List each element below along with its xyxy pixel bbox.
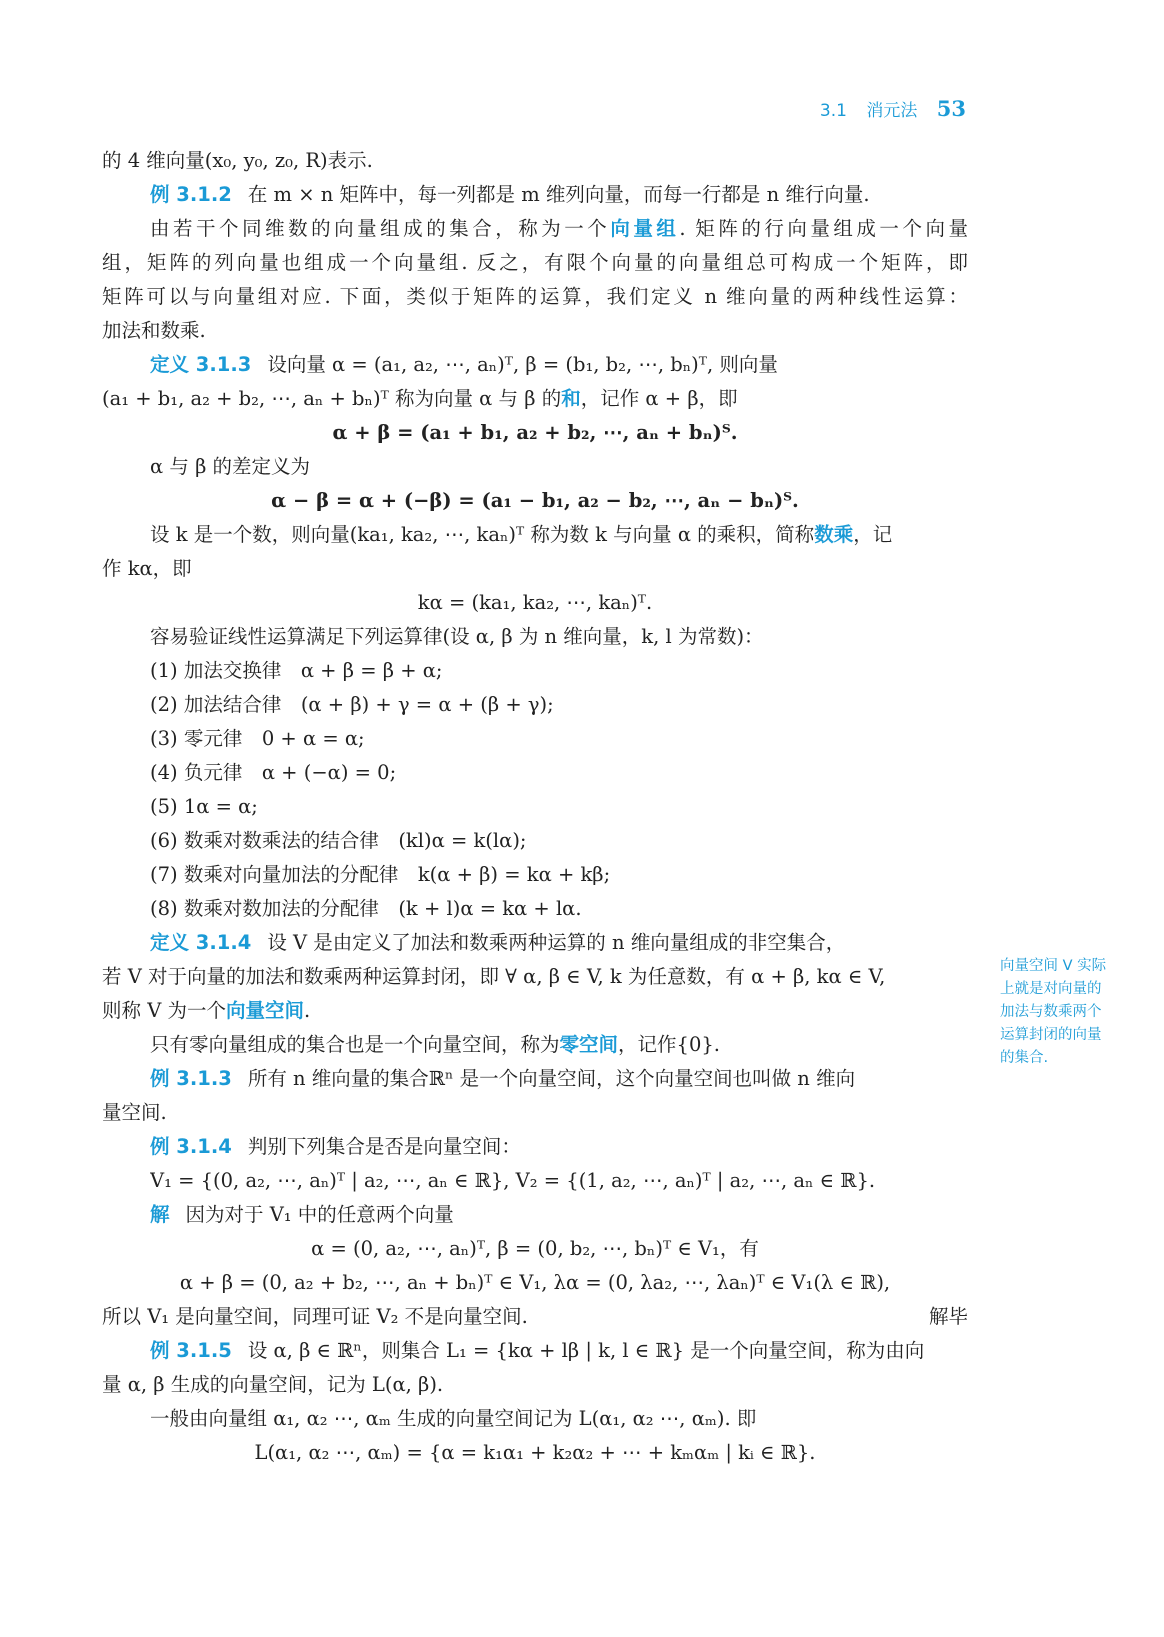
solution-label: 解 — [150, 1203, 170, 1226]
equation-sum: α + β = (a₁ + b₁, a₂ + b₂, ⋯, aₙ + bₙ)ᵀ. — [332, 421, 738, 444]
law-item: (6) 数乘对数乘法的结合律 (kl)α = k(lα); — [150, 829, 527, 852]
margin-note-line: 加法与数乘两个 — [1000, 1004, 1102, 1020]
page-number: 53 — [936, 96, 966, 121]
equation-span: L(α₁, α₂ ⋯, αₘ) = {α = k₁α₁ + k₂α₂ + ⋯ + kₘαₘ | kᵢ ∈ ℝ}. — [254, 1441, 816, 1464]
definition-text: 设 V 是由定义了加法和数乘两种运算的 n 维向量组成的非空集合， — [267, 931, 846, 954]
text-span: ，记 — [853, 523, 893, 546]
definition-label: 定义 3.1.3 — [150, 353, 252, 376]
text-span: 设 k 是一个数，则向量(ka₁, ka₂, ⋯, kaₙ)ᵀ 称为数 k 与向量 α 的乘积，简称 — [150, 523, 815, 546]
equation-sets: V₁ = {(0, a₂, ⋯, aₙ)ᵀ | a₂, ⋯, aₙ ∈ ℝ}, V₂ = {(1, a₂, ⋯, aₙ)ᵀ | a₂, ⋯, aₙ ∈ ℝ}. — [150, 1169, 876, 1192]
paragraph-line: 组，矩阵的列向量也组成一个向量组. 反之，有限个向量的向量组总可构成一个矩阵，即 — [102, 251, 968, 274]
text-span: . — [304, 999, 311, 1022]
section-title: 消元法 — [866, 101, 918, 121]
law-item: (7) 数乘对向量加法的分配律 k(α + β) = kα + kβ; — [150, 863, 611, 886]
solution — [150, 1200, 968, 1230]
paragraph-line — [150, 1030, 968, 1060]
paragraph-line: 容易验证线性运算满足下列运算律(设 α, β 为 n 维向量，k, l 为常数)： — [150, 625, 764, 648]
margin-note-line: 向量空间 V 实际 — [1000, 958, 1107, 974]
text-span: 则称 V 为一个 — [102, 999, 226, 1022]
paragraph-line: 量空间. — [102, 1101, 167, 1124]
definition-label: 定义 3.1.4 — [150, 931, 252, 954]
example-label: 例 3.1.3 — [150, 1067, 232, 1090]
equation-scalar: kα = (ka₁, ka₂, ⋯, kaₙ)ᵀ. — [417, 591, 653, 614]
paragraph-line: α 与 β 的差定义为 — [150, 455, 311, 478]
definition-3-1-3 — [150, 350, 968, 380]
equation-solution-2: α + β = (0, a₂ + b₂, ⋯, aₙ + bₙ)ᵀ ∈ V₁, λα = (0, λa₂, ⋯, λaₙ)ᵀ ∈ V₁(λ ∈ ℝ), — [179, 1271, 891, 1294]
definition-line — [102, 996, 968, 1026]
solution-conclusion — [102, 1302, 968, 1332]
term-zero-space: 零空间 — [559, 1033, 619, 1056]
paragraph-line: 量 α, β 生成的向量空间，记为 L(α, β). — [102, 1373, 444, 1396]
definition-text: 设向量 α = (a₁, a₂, ⋯, aₙ)ᵀ, β = (b₁, b₂, ⋯, bₙ)ᵀ, 则向量 — [267, 353, 778, 376]
paragraph-line: 矩阵可以与向量组对应. 下面，类似于矩阵的运算，我们定义 n 维向量的两种线性运算： — [102, 285, 968, 308]
example-3-1-2 — [150, 180, 968, 210]
paragraph-line: 一般由向量组 α₁, α₂ ⋯, αₘ 生成的向量空间记为 L(α₁, α₂ ⋯, αₘ). 即 — [150, 1407, 757, 1430]
paragraph-line: 加法和数乘. — [102, 319, 206, 342]
law-item: (5) 1α = α; — [150, 795, 258, 818]
text-span: 由若干个同维数的向量组成的集合，称为一个 — [150, 217, 611, 240]
solution-text: 因为对于 V₁ 中的任意两个向量 — [185, 1203, 454, 1226]
example-label: 例 3.1.2 — [150, 183, 232, 206]
example-label: 例 3.1.4 — [150, 1135, 232, 1158]
law-item: (2) 加法结合律 (α + β) + γ = α + (β + γ); — [150, 693, 554, 716]
example-3-1-5 — [150, 1336, 968, 1366]
margin-note-line: 运算封闭的向量 — [1000, 1027, 1102, 1043]
margin-note — [1000, 955, 1140, 1070]
text-span: ，记作 α + β，即 — [580, 387, 738, 410]
law-item: (8) 数乘对数加法的分配律 (k + l)α = kα + lα. — [150, 897, 582, 920]
text-span: 所以 V₁ 是向量空间，同理可证 V₂ 不是向量空间. — [102, 1305, 528, 1328]
text-line: 的 4 维向量(x₀, y₀, z₀, R)表示. — [102, 149, 373, 172]
running-header — [820, 96, 966, 121]
margin-note-line: 的集合. — [1000, 1050, 1049, 1066]
term-scalar-multiplication: 数乘 — [814, 523, 854, 546]
term-vector-group: 向量组 — [610, 217, 680, 240]
margin-note-line: 上就是对向量的 — [1000, 981, 1102, 997]
equation-difference: α − β = α + (−β) = (a₁ − b₁, a₂ − b₂, ⋯, aₙ − bₙ)ᵀ. — [271, 489, 799, 512]
section-number: 3.1 — [819, 101, 847, 121]
definition-line: 若 V 对于向量的加法和数乘两种运算封闭，即 ∀ α, β ∈ V, k 为任意数，有 α + β, kα ∈ V, — [102, 965, 886, 988]
text-span: ，记作{0}. — [618, 1033, 720, 1056]
law-item: (3) 零元律 0 + α = α; — [150, 727, 365, 750]
definition-line — [102, 384, 968, 414]
example-label: 例 3.1.5 — [150, 1339, 232, 1362]
example-text: 设 α, β ∈ ℝⁿ，则集合 L₁ = {kα + lβ | k, l ∈ ℝ} 是一个向量空间，称为由向 — [247, 1339, 925, 1362]
text-span: 只有零向量组成的集合也是一个向量空间，称为 — [150, 1033, 560, 1056]
end-of-solution: 解毕 — [928, 1305, 968, 1328]
law-item: (4) 负元律 α + (−α) = 0; — [150, 761, 397, 784]
paragraph-line — [150, 214, 968, 244]
example-3-1-3 — [150, 1064, 968, 1094]
example-text: 判别下列集合是否是向量空间： — [247, 1135, 521, 1158]
term-sum: 和 — [561, 387, 581, 410]
example-text: 在 m × n 矩阵中，每一列都是 m 维列向量，而每一行都是 n 维行向量. — [247, 183, 870, 206]
definition-3-1-4 — [150, 928, 968, 958]
text-span: . 矩阵的行向量组成一个向量 — [679, 217, 968, 240]
equation-solution-1: α = (0, a₂, ⋯, aₙ)ᵀ, β = (0, b₂, ⋯, bₙ)ᵀ ∈ V₁，有 — [311, 1237, 759, 1260]
text-span: (a₁ + b₁, a₂ + b₂, ⋯, aₙ + bₙ)ᵀ 称为向量 α 与 β 的 — [102, 387, 562, 410]
example-3-1-4 — [150, 1132, 968, 1162]
term-vector-space: 向量空间 — [225, 999, 304, 1022]
paragraph-line — [150, 520, 968, 550]
paragraph-line: 作 kα，即 — [102, 557, 192, 580]
law-item: (1) 加法交换律 α + β = β + α; — [150, 659, 443, 682]
example-text: 所有 n 维向量的集合ℝⁿ 是一个向量空间，这个向量空间也叫做 n 维向 — [247, 1067, 856, 1090]
